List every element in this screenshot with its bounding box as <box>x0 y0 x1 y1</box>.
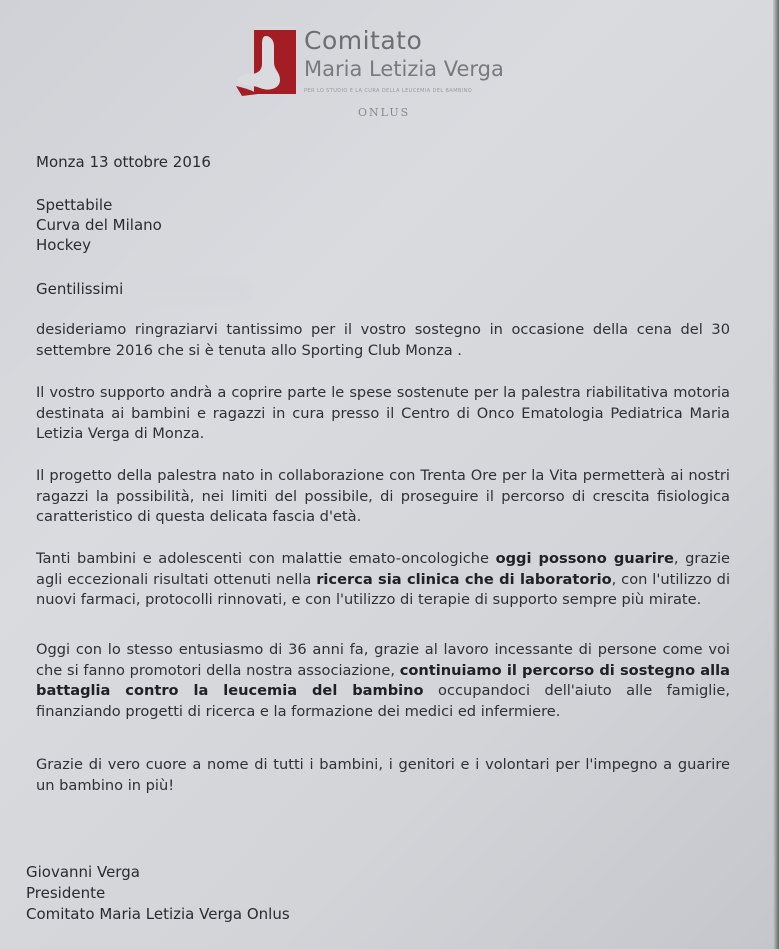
signature-organization: Comitato Maria Letizia Verga Onlus <box>26 905 290 923</box>
bold-ricerca: ricerca sia clinica che di laboratorio <box>316 570 612 588</box>
recipient-line-1: Spettabile <box>36 196 113 214</box>
paragraph-closing: Grazie di vero cuore a nome di tutti i bambini, i genitori e i volontari per l'impegno a guarire un bambino in più! <box>36 756 730 794</box>
org-name-line1: Comitato <box>304 26 423 55</box>
recipient-line-2: Curva del Milano <box>36 216 162 234</box>
page-edge-shadow <box>773 0 779 949</box>
greeting: Gentilissimi <box>36 280 124 298</box>
org-tagline: PER LO STUDIO E LA CURA DELLA LEUCEMIA DEL BAMBINO <box>304 88 473 94</box>
bold-oggi-possono-guarire: oggi possono guarire <box>495 550 674 567</box>
paragraph-project: Il progetto della palestra nato in collaborazione con Trenta Ore per la Vita permetterà ai nostri ragazzi la possibilità, nei limiti del possibile, di proseguire il percorso di crescita fisiologica caratteristico di questa delicata fascia d'età. <box>36 467 730 525</box>
paragraph-thanks: desideriamo ringraziarvi tantissimo per il vostro sostegno in occasione della cena del 30 settembre 2016 che si è tenuta allo Sporting Club Monza . <box>36 321 730 359</box>
bold-continuiamo: continuiamo il percorso di sostegno alla battaglia contro la leucemia del bambino <box>36 661 731 699</box>
paragraph-research: Tanti bambini e adolescenti con malattie emato-oncologiche oggi possono guarire, grazie agli eccezionali risultati ottenuti nella ricerca sia clinica che di laboratorio, con l'utilizzo di nuovi farmaci, protocolli rinnovati, e con l'utilizzo di terapie di supporto sempre più mirate. <box>36 550 731 608</box>
letterhead-logo <box>236 26 546 126</box>
foot-logo-icon <box>236 26 298 98</box>
signature-name: Giovanni Verga <box>26 863 140 881</box>
paragraph-support: Il vostro supporto andrà a coprire parte le spese sostenute per la palestra riabilitativa motoria destinata ai bambini e ragazzi in cura presso il Centro di Onco Ematologia Pediatrica Maria Letizia Verga di Monza. <box>36 384 730 442</box>
letter-date: Monza 13 ottobre 2016 <box>36 153 211 171</box>
paragraph-commitment: Oggi con lo stesso entusiasmo di 36 anni fa, grazie al lavoro incessante di persone come voi che si fanno promotori della nostra associazione, continuiamo il percorso di sostegno alla battaglia contro la leucemia del bambino occupandoci dell'aiuto alle famiglie, finanziando progetti di ricerca e la formazione dei medici ed infermiere. <box>36 641 731 720</box>
signature-title: Presidente <box>26 884 106 902</box>
org-onlus: ONLUS <box>358 106 411 119</box>
redacted-blur <box>140 282 250 300</box>
org-name-line2: Maria Letizia Verga <box>304 57 504 81</box>
recipient-line-3: Hockey <box>36 236 91 254</box>
